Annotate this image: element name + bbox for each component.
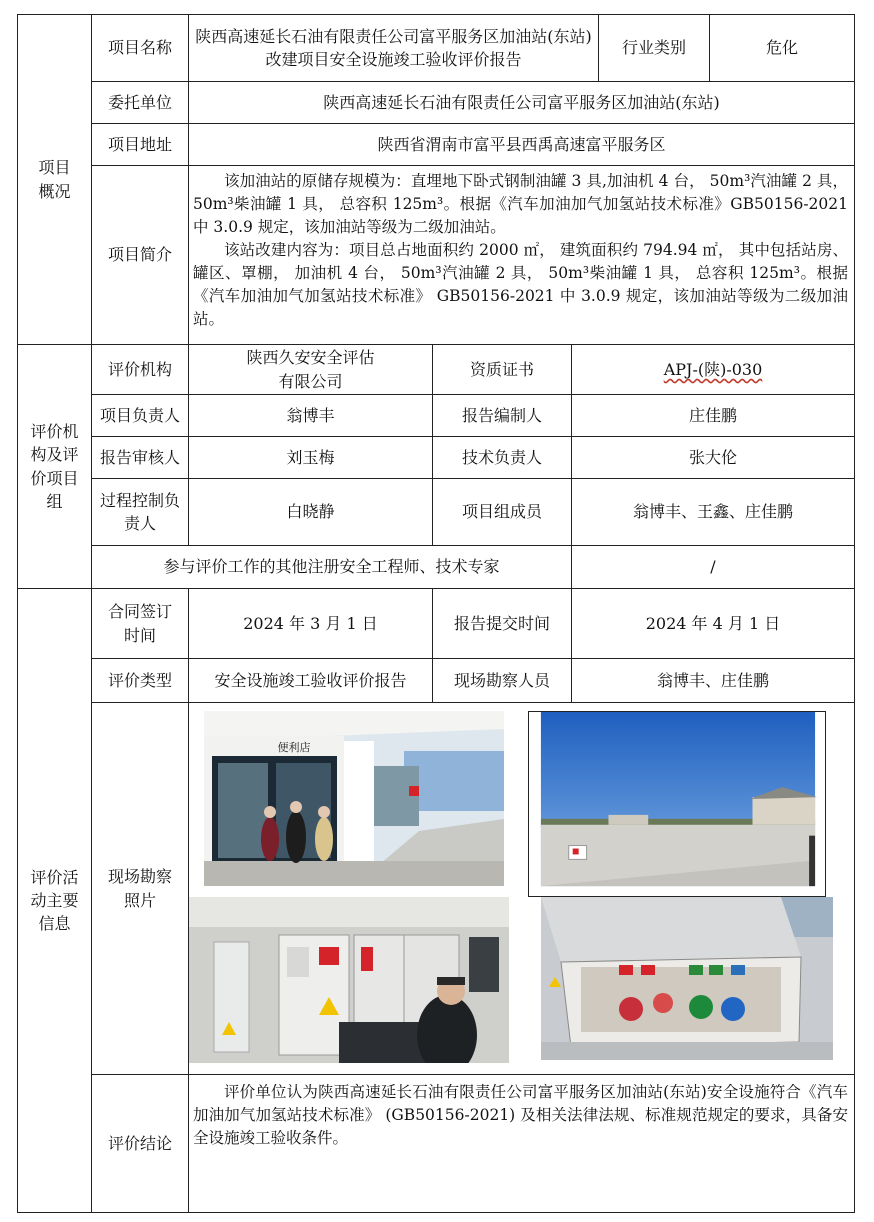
section-activity-label: 评价活动主要信息 [30, 867, 79, 934]
process-value: 白晓静 [188, 478, 433, 546]
photo-tank-valves [541, 897, 833, 1060]
intro-label: 项目简介 [91, 165, 189, 345]
experts-label: 参与评价工作的其他注册安全工程师、技术专家 [91, 545, 572, 589]
type-value: 安全设施竣工验收评价报告 [188, 658, 433, 703]
store-sign-text: 便利店 [277, 741, 311, 754]
reviewer-label: 报告审核人 [91, 436, 189, 479]
org-value-text: 陕西久安安全评估有限公司 [246, 348, 375, 391]
section-overview-label: 项目概况 [38, 158, 71, 201]
contract-label [91, 588, 189, 659]
intro-paragraph-1: 该加油站的原储存规模为：直埋地下卧式钢制油罐 3 具,加油机 4 台， 50m³汽油罐 2 具， 50m³柴油罐 1 具， 总容积 125m³。根据《汽车加油加气加氢站技术标准》GB50156-2021 中 3.0.9 规定，该加油站等级为二级加油站。 [193, 172, 848, 236]
org-value [188, 344, 433, 395]
members-label: 项目组成员 [432, 478, 572, 546]
project-name-value: 陕西高速延长石油有限责任公司富平服务区加油站(东站)改建项目安全设施竣工验收评价报告 [188, 14, 599, 82]
process-label [91, 478, 189, 546]
members-value: 翁博丰、王鑫、庄佳鹏 [571, 478, 855, 546]
cert-label: 资质证书 [432, 344, 572, 395]
pm-value: 翁博丰 [188, 394, 433, 437]
org-label: 评价机构 [91, 344, 189, 395]
pm-label: 项目负责人 [91, 394, 189, 437]
conclusion-label: 评价结论 [91, 1074, 189, 1213]
section-team-label: 评价机构及评价项目组 [30, 422, 79, 511]
industry-value: 危化 [709, 14, 855, 82]
cert-value [571, 344, 855, 395]
photo-forecourt [528, 711, 826, 897]
contract-label-text: 合同签订时间 [107, 602, 172, 645]
conclusion-text [188, 1074, 855, 1213]
conclusion-paragraph: 评价单位认为陕西高速延长石油有限责任公司富平服务区加油站(东站)安全设施符合《汽车加油加气加氢站技术标准》 (GB50156-2021) 及相关法律法规、标准规范规定的要求，具备安全设施竣工验收条件。 [193, 1083, 848, 1147]
type-label: 评价类型 [91, 658, 189, 703]
client-label: 委托单位 [91, 81, 189, 124]
section-activity [17, 588, 92, 1213]
section-team [17, 344, 92, 589]
photo-electrical-room [189, 897, 509, 1063]
reviewer-value: 刘玉梅 [188, 436, 433, 479]
client-value: 陕西高速延长石油有限责任公司富平服务区加油站(东站) [188, 81, 855, 124]
project-name-label: 项目名称 [91, 14, 189, 82]
process-label-text: 过程控制负责人 [99, 490, 180, 533]
intro-paragraph-2: 该站改建内容为：项目总占地面积约 2000 ㎡， 建筑面积约 794.94 ㎡， 其中包括站房、罐区、罩棚， 加油机 4 台， 50m³汽油罐 2 具， 50m³柴油罐 1 具， 总容积 125m³。根据《汽车加油加气加氢站技术标准》 GB50156-2021 中 3.0.9 规定，该加油站等级为二级加油站。 [193, 240, 848, 328]
experts-value: / [571, 545, 855, 589]
tech-label: 技术负责人 [432, 436, 572, 479]
photos-label-text: 现场勘察照片 [107, 867, 172, 910]
address-value: 陕西省渭南市富平县西禹高速富平服务区 [188, 123, 855, 166]
inspectors-label: 现场勘察人员 [432, 658, 572, 703]
submit-value: 2024 年 4 月 1 日 [571, 588, 855, 659]
address-label: 项目地址 [91, 123, 189, 166]
section-overview [17, 14, 92, 345]
tech-value: 张大伦 [571, 436, 855, 479]
photos-label [91, 702, 189, 1075]
writer-label: 报告编制人 [432, 394, 572, 437]
industry-label: 行业类别 [598, 14, 710, 82]
contract-value: 2024 年 3 月 1 日 [188, 588, 433, 659]
inspectors-value: 翁博丰、庄佳鹏 [571, 658, 855, 703]
submit-label: 报告提交时间 [432, 588, 572, 659]
writer-value: 庄佳鹏 [571, 394, 855, 437]
cert-value-text: APJ-(陕)-030 [663, 359, 763, 379]
photo-convenience-store [204, 711, 504, 886]
intro-text [188, 165, 855, 345]
